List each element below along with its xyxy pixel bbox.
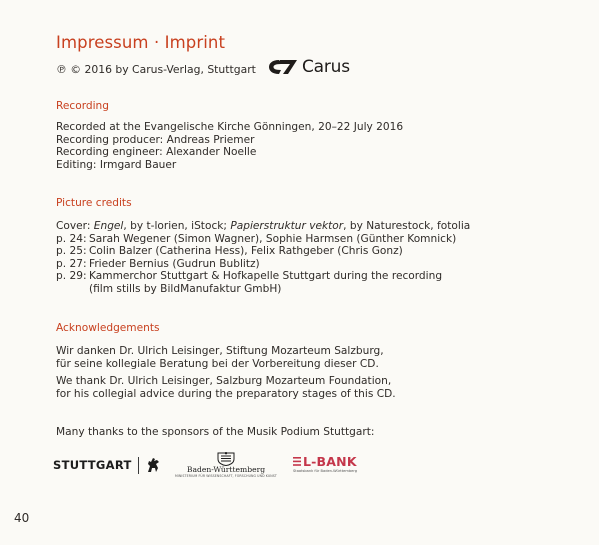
credit-row (56, 233, 470, 246)
lbank-logo (293, 454, 357, 473)
logo-divider (138, 457, 139, 474)
cover-work-title: Engel (93, 220, 124, 232)
credit-text: Sarah Wegener (Simon Wagner), Sophie Harmsen (Günther Komnick) (89, 232, 457, 245)
ack-line: for his collegial advice during the preparatory stages of this CD. (56, 387, 396, 400)
stuttgart-logo (53, 456, 161, 474)
page-title: Impressum · Imprint (56, 33, 226, 52)
picture-credits-block (56, 220, 470, 296)
cover-prefix: Cover: (56, 220, 94, 232)
carus-logo-mark-icon (268, 58, 298, 76)
ack-line: Wir danken Dr. Ulrich Leisinger, Stiftung Mozarteum Salzburg, (56, 345, 384, 357)
credit-page-ref: p. 25: (56, 245, 87, 258)
recording-line: Recording engineer: Alexander Noelle (56, 146, 257, 159)
carus-logo (268, 57, 350, 77)
lbank-mark-icon (293, 456, 302, 467)
credit-page-ref: p. 29: (56, 270, 87, 283)
bw-crest-icon (216, 452, 236, 466)
acknowledgements-block (56, 345, 396, 405)
cover-suffix: , by Naturestock, fotolia (343, 220, 471, 232)
cover-work-title: Papierstruktur vektor (230, 220, 344, 232)
sponsor-logos (53, 452, 383, 480)
page-number: 40 (14, 511, 30, 525)
lbank-logo-subtitle: Staatsbank für Baden-Württemberg (293, 469, 358, 473)
stuttgart-logo-word: STUTTGART (53, 458, 132, 472)
credit-row (56, 270, 470, 283)
credit-row (56, 258, 470, 271)
sponsors-line: Many thanks to the sponsors of the Musik Podium Stuttgart: (56, 426, 375, 438)
picture-credits-heading: Picture credits (56, 197, 132, 209)
credit-text: Kammerchor Stuttgart & Hofkapelle Stuttgart during the recording (89, 270, 443, 283)
credit-row (56, 245, 470, 258)
acknowledgements-heading: Acknowledgements (56, 322, 160, 334)
bw-logo-name: Baden-Württemberg (186, 465, 266, 474)
bw-ministry-logo (171, 452, 281, 478)
credit-page-ref: p. 27: (56, 257, 87, 270)
cover-credit (56, 220, 470, 233)
lbank-logo-row (293, 454, 357, 469)
recording-line: Recording producer: Andreas Priemer (56, 133, 255, 146)
carus-logo-word: Carus (302, 57, 350, 77)
ack-german (56, 345, 396, 370)
recording-line: Recorded at the Evangelische Kirche Gönningen, 20–22 July 2016 (56, 121, 404, 133)
stuttgart-horse-icon (145, 456, 161, 474)
recording-line: Editing: Irmgard Bauer (56, 158, 177, 171)
cover-mid: , by t-lorien, iStock; (123, 220, 231, 232)
credit-continuation: (film stills by BildManufaktur GmbH) (89, 282, 282, 295)
ack-line: We thank Dr. Ulrich Leisinger, Salzburg Mozarteum Foundation, (56, 375, 392, 388)
copyright-line: ℗ © 2016 by Carus-Verlag, Stuttgart (56, 63, 256, 76)
credit-text: Colin Balzer (Catherina Hess), Felix Rathgeber (Chris Gonz) (89, 245, 403, 258)
ack-english (56, 375, 396, 400)
bw-logo-subtitle: MINISTERIUM FÜR WISSENSCHAFT, FORSCHUNG UND KUNST (175, 474, 277, 478)
recording-block (56, 121, 403, 171)
lbank-logo-word: L-BANK (303, 454, 357, 469)
credit-text: Frieder Bernius (Gudrun Bublitz) (89, 257, 260, 270)
recording-heading: Recording (56, 100, 109, 112)
credit-page-ref: p. 24: (56, 232, 87, 245)
ack-line: für seine kollegiale Beratung bei der Vorbereitung dieser CD. (56, 357, 379, 370)
